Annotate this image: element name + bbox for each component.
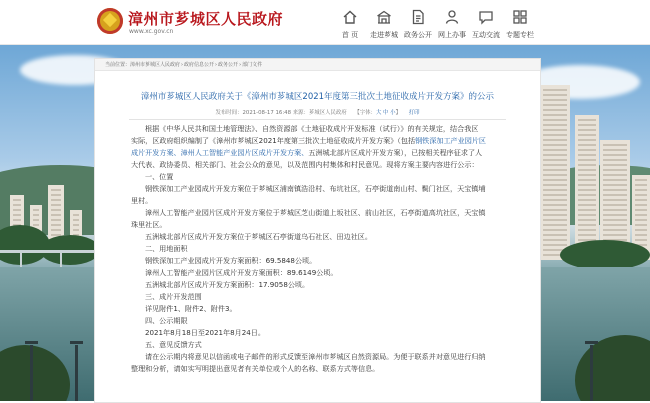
document-line [131, 135, 507, 147]
line-text: 钢铁深加工产业园成片开发方案位于芗城区浦南镇浩沿村、布坑社区，石亭街道南山村、鬓门社区，天宝镇埔 [145, 184, 486, 193]
line-text: 漳州人工智能产业园片区成片开发方案面积：89.6149公顷。 [145, 268, 338, 277]
meta-font-label: 【字体： [354, 110, 376, 116]
line-text: 大代表、政协委员、相关部门、社会公众的意见，以及范围内村集体和村民意见。现将方案主要内容进行公示： [131, 160, 479, 169]
line-text: 珠里社区。 [131, 220, 167, 229]
line-text: 五洲城北部片区成片开发方案面积：17.9058公顷。 [145, 280, 310, 289]
document-meta [95, 108, 540, 116]
line-text: 钢铁深加工产业园成片开发方案面积：69.5848公顷。 [145, 256, 317, 265]
line-text: 五、意见反馈方式 [145, 340, 202, 349]
line-text: 四、公示期限 [145, 316, 188, 325]
breadcrumb-item-home[interactable]: 漳州市芗城区人民政府 [130, 62, 181, 68]
document-line [131, 351, 507, 363]
font-size-switch[interactable]: 大 中 小 [375, 110, 396, 116]
plan-link[interactable]: 钢铁深加工产业园片区 [415, 136, 487, 145]
line-text: 五洲城北部片区成片开发方案位于芗城区石亭街道乌石社区、田边社区。 [145, 232, 372, 241]
nav-item-special-topics[interactable] [500, 0, 540, 44]
breadcrumb-prefix: 当前位置： [105, 62, 131, 68]
document-line [131, 123, 507, 135]
nav-label: 首 页 [341, 31, 359, 39]
user-icon [444, 9, 460, 25]
document-line [131, 219, 507, 231]
nav-label: 走进芗城 [370, 31, 398, 39]
breadcrumb-separator: › [215, 62, 218, 68]
plan-link[interactable]: 成片开发方案、 [131, 148, 181, 157]
document-line [131, 267, 507, 279]
line-text: 请在公示期内将意见以信函或电子邮件的形式反馈至漳州市芗城区自然资源局。为便于联系并对意见进行归纳 [145, 352, 486, 361]
line-text: 漳州人工智能产业园片区成片开发方案位于芗城区芝山街道上坂社区、前山社区，石亭街道高坑社区，天宝镇 [145, 208, 486, 217]
document-line [131, 327, 507, 339]
nav-label: 专题专栏 [506, 31, 534, 39]
line-text: 实际，区政府组织编制了《漳州市芗城区2021年度第三批次土地征收成片开发方案》（包括 [131, 136, 416, 145]
document-line [131, 207, 507, 219]
document-line [131, 183, 507, 195]
document-line [131, 159, 507, 171]
breadcrumb-item-government-affairs[interactable]: 政务公开 [218, 62, 239, 68]
document-line [131, 147, 507, 159]
document-line [131, 303, 507, 315]
document-line [131, 363, 507, 375]
line-text: 根据《中华人民共和国土地管理法》、自然资源部《土地征收成片开发标准（试行）》的有关规定，结合我区 [145, 124, 479, 133]
breadcrumb-separator: › [181, 62, 184, 68]
document-line [131, 279, 507, 291]
document-line [131, 171, 507, 183]
site-title[interactable]: 漳州市芗城区人民政府 [128, 10, 284, 28]
document-line [131, 243, 507, 255]
document-line [131, 231, 507, 243]
divider [129, 119, 506, 120]
line-text: 五洲城北部片区成片开发方案），已按相关程序征求了人 [308, 148, 483, 157]
document-line [131, 339, 507, 351]
site-domain: www.xc.gov.cn [129, 28, 174, 35]
line-text: 里村。 [131, 196, 153, 205]
line-text: 详见附件1、附件2、附件3。 [145, 304, 237, 313]
nav-label: 互动交流 [472, 31, 500, 39]
line-text: 三、成片开发范围 [145, 292, 202, 301]
document-body [131, 123, 507, 375]
plan-link[interactable]: 漳州人工智能产业园片区成片开发方案、 [180, 148, 309, 157]
document-line [131, 255, 507, 267]
print-link[interactable]: 打印 [408, 110, 420, 116]
nav-label: 网上办事 [438, 31, 466, 39]
line-text: 一、位置 [145, 172, 174, 181]
chat-icon [478, 9, 494, 25]
building-icon [376, 9, 392, 25]
document-line [131, 291, 507, 303]
breadcrumb-item-department-files[interactable]: 部门文件 [242, 62, 263, 68]
meta-source: 发布时间：2021-08-17 16:48 来源：芗城区人民政府 [215, 110, 347, 116]
breadcrumb [95, 59, 540, 71]
line-text: 2021年8月18日至2021年8月24日。 [145, 328, 265, 337]
grid-icon [512, 9, 528, 25]
document-panel [94, 58, 541, 403]
breadcrumb-item-info-disclosure[interactable]: 政府信息公开 [184, 62, 215, 68]
document-line [131, 195, 507, 207]
document-title: 漳州市芗城区人民政府关于《漳州市芗城区2021年度第三批次土地征收成片开发方案》的公示 [140, 92, 495, 102]
national-emblem-icon [97, 8, 123, 34]
meta-font-end: 】 [395, 110, 401, 116]
line-text: 二、用地面积 [145, 244, 188, 253]
site-header [0, 0, 650, 45]
home-icon [342, 9, 358, 25]
nav-label: 政务公开 [404, 31, 432, 39]
document-line [131, 315, 507, 327]
line-text: 整理和分析，请如实写明提出意见者有关单位或个人的名称、联系方式等信息。 [131, 364, 380, 373]
document-icon [410, 9, 426, 25]
breadcrumb-separator: › [239, 62, 242, 68]
